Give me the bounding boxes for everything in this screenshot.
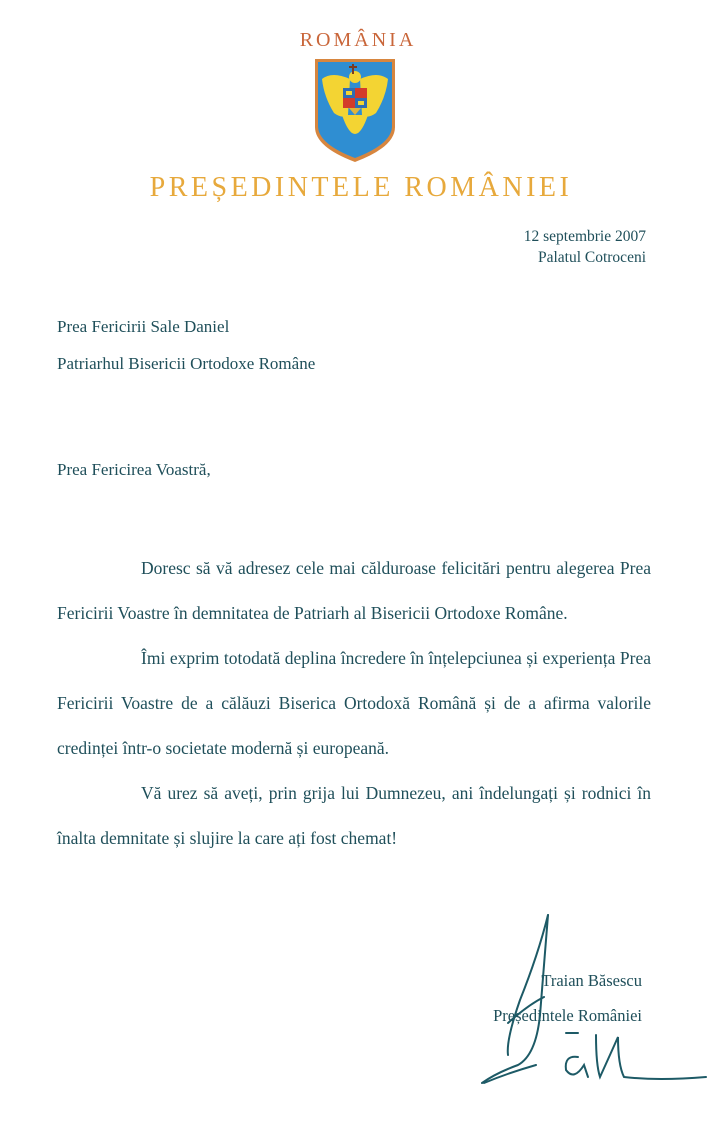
recipient-name: Prea Fericirii Sale Daniel — [57, 317, 230, 336]
paragraph: Vă urez să aveți, prin grija lui Dumnezeu, ani îndelungați și rodnici în înalta demnitate și slujire la care ați fost chemat! — [57, 783, 651, 848]
signer-name: Traian Băsescu — [541, 971, 642, 990]
dateline — [524, 226, 646, 268]
recipient-title: Patriarhul Bisericii Ortodoxe Române — [57, 354, 316, 373]
salutation: Prea Fericirea Voastră, — [57, 460, 211, 479]
letterhead-country: ROMÂNIA — [299, 29, 417, 51]
recipient-block — [57, 308, 315, 382]
paragraph: Îmi exprim totodată deplina încredere în înțelepciunea și experiența Prea Fericirii Voastre de a călăuzi Biserica Ortodoxă Română și de a afirma valorile credinței într-o societate modernă și europeană. — [57, 648, 651, 758]
letter-date: 12 septembrie 2007 — [523, 228, 646, 245]
closing-block — [493, 963, 642, 1033]
letter-place: Palatul Cotroceni — [537, 249, 646, 266]
letter-body — [57, 546, 651, 861]
coat-of-arms-icon — [312, 55, 398, 165]
paragraph: Doresc să vă adresez cele mai călduroase felicitări pentru alegerea Prea Fericirii Voastre în demnitatea de Patriarh al Bisericii Ortodoxe Române. — [57, 558, 651, 623]
letterhead-office-title: PREȘEDINTELE ROMÂNIEI — [149, 172, 573, 203]
signer-title: Președintele României — [493, 1006, 642, 1025]
